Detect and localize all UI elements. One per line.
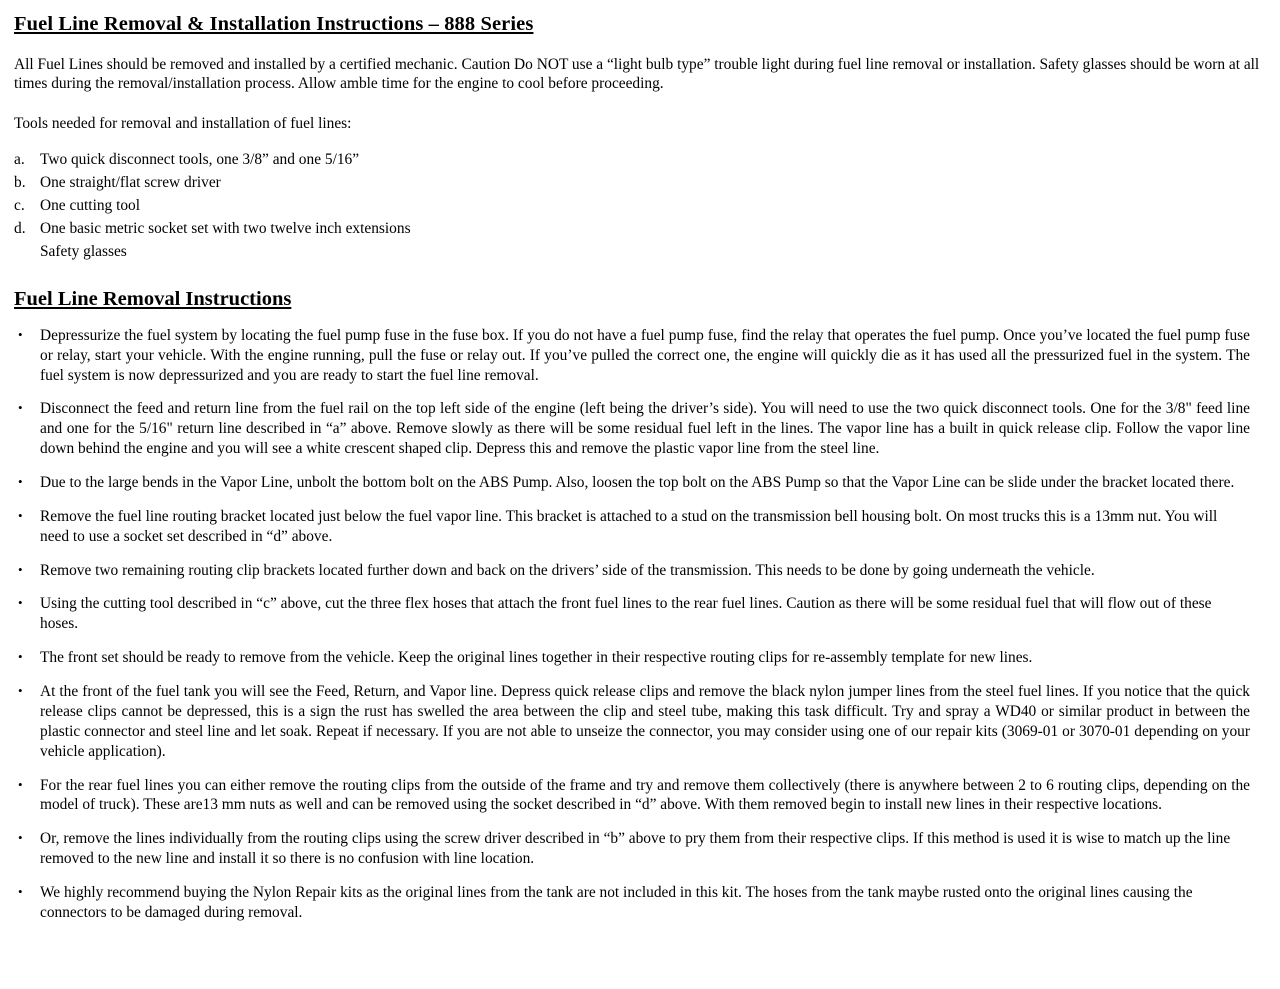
step-text: Remove the fuel line routing bracket located just below the fuel vapor line. This bracket is attached to a stud on the transmission bell housing bolt. On most trucks this is a 13mm nut. You will need to use a socket set described in “d” above.: [40, 507, 1218, 545]
list-item: [14, 171, 1260, 194]
bullet-icon: •: [18, 683, 23, 699]
tools-list: [14, 148, 1260, 264]
list-item: [14, 594, 1260, 634]
step-text: Depressurize the fuel system by locating the fuel pump fuse in the fuse box. If you do not have a fuel pump fuse, find the relay that operates the fuel pump. Once you’ve located the fuel pump fuse or relay, start your vehicle. With the engine running, pull the fuse or relay out. If you’ve pulled the correct one, the engine will quickly die as it has used all the pressurized fuel in the system. The fuel system is now depressurized and you are ready to start the fuel line removal.: [40, 326, 1250, 384]
list-item-label: One basic metric socket set with two twelve inch extensions: [40, 220, 411, 238]
bullet-icon: •: [18, 507, 23, 523]
step-text: We highly recommend buying the Nylon Repair kits as the original lines from the tank are not included in this kit. The hoses from the tank maybe rusted onto the original lines causing the connectors to be damaged during removal.: [40, 883, 1193, 921]
section-title: Fuel Line Removal Instructions: [14, 288, 292, 311]
bullet-icon: •: [18, 400, 23, 416]
list-item: [14, 776, 1260, 816]
list-item: [14, 399, 1260, 459]
step-text: Using the cutting tool described in “c” above, cut the three flex hoses that attach the front fuel lines to the rear fuel lines. Caution as there will be some residual fuel that will flow out of these hoses.: [40, 595, 1212, 633]
bullet-icon: •: [18, 474, 23, 490]
list-item: [14, 473, 1260, 493]
list-item-label: Two quick disconnect tools, one 3/8” and one 5/16”: [40, 150, 360, 168]
step-text: For the rear fuel lines you can either remove the routing clips from the outside of the frame and try and remove them collectively (there is anywhere between 2 to 6 routing clips, depending on the model of truck). These are13 mm nuts as well and can be removed using the socket described in “d” above. With them removed begin to install new lines in their respective locations.: [40, 776, 1250, 814]
bullet-icon: •: [18, 776, 23, 792]
bullet-icon: •: [18, 595, 23, 611]
step-text: Or, remove the lines individually from the routing clips using the screw driver described in “b” above to pry them from their respective clips. If this method is used it is wise to match up the line removed to the new line and install it so there is no confusion with line location.: [40, 830, 1231, 868]
list-item-label: One straight/flat screw driver: [40, 173, 221, 191]
list-marker: b.: [14, 173, 26, 191]
bullet-icon: •: [18, 830, 23, 846]
list-marker: d.: [14, 220, 26, 238]
step-text: The front set should be ready to remove from the vehicle. Keep the original lines together in their respective routing clips for re-assembly template for new lines.: [40, 649, 1033, 667]
list-item: [14, 194, 1260, 217]
list-item: [14, 326, 1260, 386]
step-text: At the front of the fuel tank you will see the Feed, Return, and Vapor line. Depress quick release clips and remove the black nylon jumper lines from the steel fuel lines. If you notice that the quick release clips cannot be depressed, this is a sign the rust has swelled the area between the clip and steel tube, making this task difficult. Try and spray a WD40 or similar product in between the plastic connector and steel line and let soak. Repeat if necessary. If you are not able to unseize the connector, you may consider using one of our repair kits (3069-01 or 3070-01 depending on your vehicle application).: [40, 683, 1250, 760]
list-item: [14, 829, 1260, 869]
list-item: [14, 883, 1260, 923]
list-item-label: One cutting tool: [40, 196, 141, 214]
removal-steps-list: [14, 326, 1260, 923]
list-item: [14, 148, 1260, 171]
intro-paragraph: All Fuel Lines should be removed and installed by a certified mechanic. Caution Do NOT use a “light bulb type” trouble light during fuel line removal or installation. Safety glasses should be worn at all times during the removal/installation process. Allow amble time for the engine to cool before proceeding.: [14, 55, 1260, 93]
bullet-icon: •: [18, 883, 23, 899]
list-item: [14, 507, 1260, 547]
list-item-label: Safety glasses: [40, 243, 127, 261]
step-text: Due to the large bends in the Vapor Line, unbolt the bottom bolt on the ABS Pump. Also, loosen the top bolt on the ABS Pump so that the Vapor Line can be slide under the bracket located there.: [40, 474, 1235, 492]
step-text: Disconnect the feed and return line from the fuel rail on the top left side of the engine (left being the driver’s side). You will need to use the two quick disconnect tools. One for the 3/8" feed line and one for the 5/16" return line described in “a” above. Remove slowly as there will be some residual fuel left in the lines. The vapor line has a built in quick release clip. Follow the vapor line down behind the engine and you will see a white crescent shaped clip. Depress this and remove the plastic vapor line from the steel line.: [40, 400, 1250, 458]
list-item: [14, 682, 1260, 761]
list-item: [14, 217, 1260, 240]
list-marker: a.: [14, 150, 25, 168]
page-title: Fuel Line Removal & Installation Instructions – 888 Series: [14, 13, 534, 35]
tools-intro-paragraph: Tools needed for removal and installation of fuel lines:: [14, 115, 352, 133]
bullet-icon: •: [18, 561, 23, 577]
bullet-icon: •: [18, 326, 23, 342]
bullet-icon: •: [18, 649, 23, 665]
step-text: Remove two remaining routing clip brackets located further down and back on the drivers’ side of the transmission. This needs to be done by going underneath the vehicle.: [40, 561, 1095, 579]
list-item: [14, 240, 1260, 263]
list-marker: c.: [14, 196, 25, 214]
list-item: [14, 561, 1260, 581]
list-item: [14, 648, 1260, 668]
